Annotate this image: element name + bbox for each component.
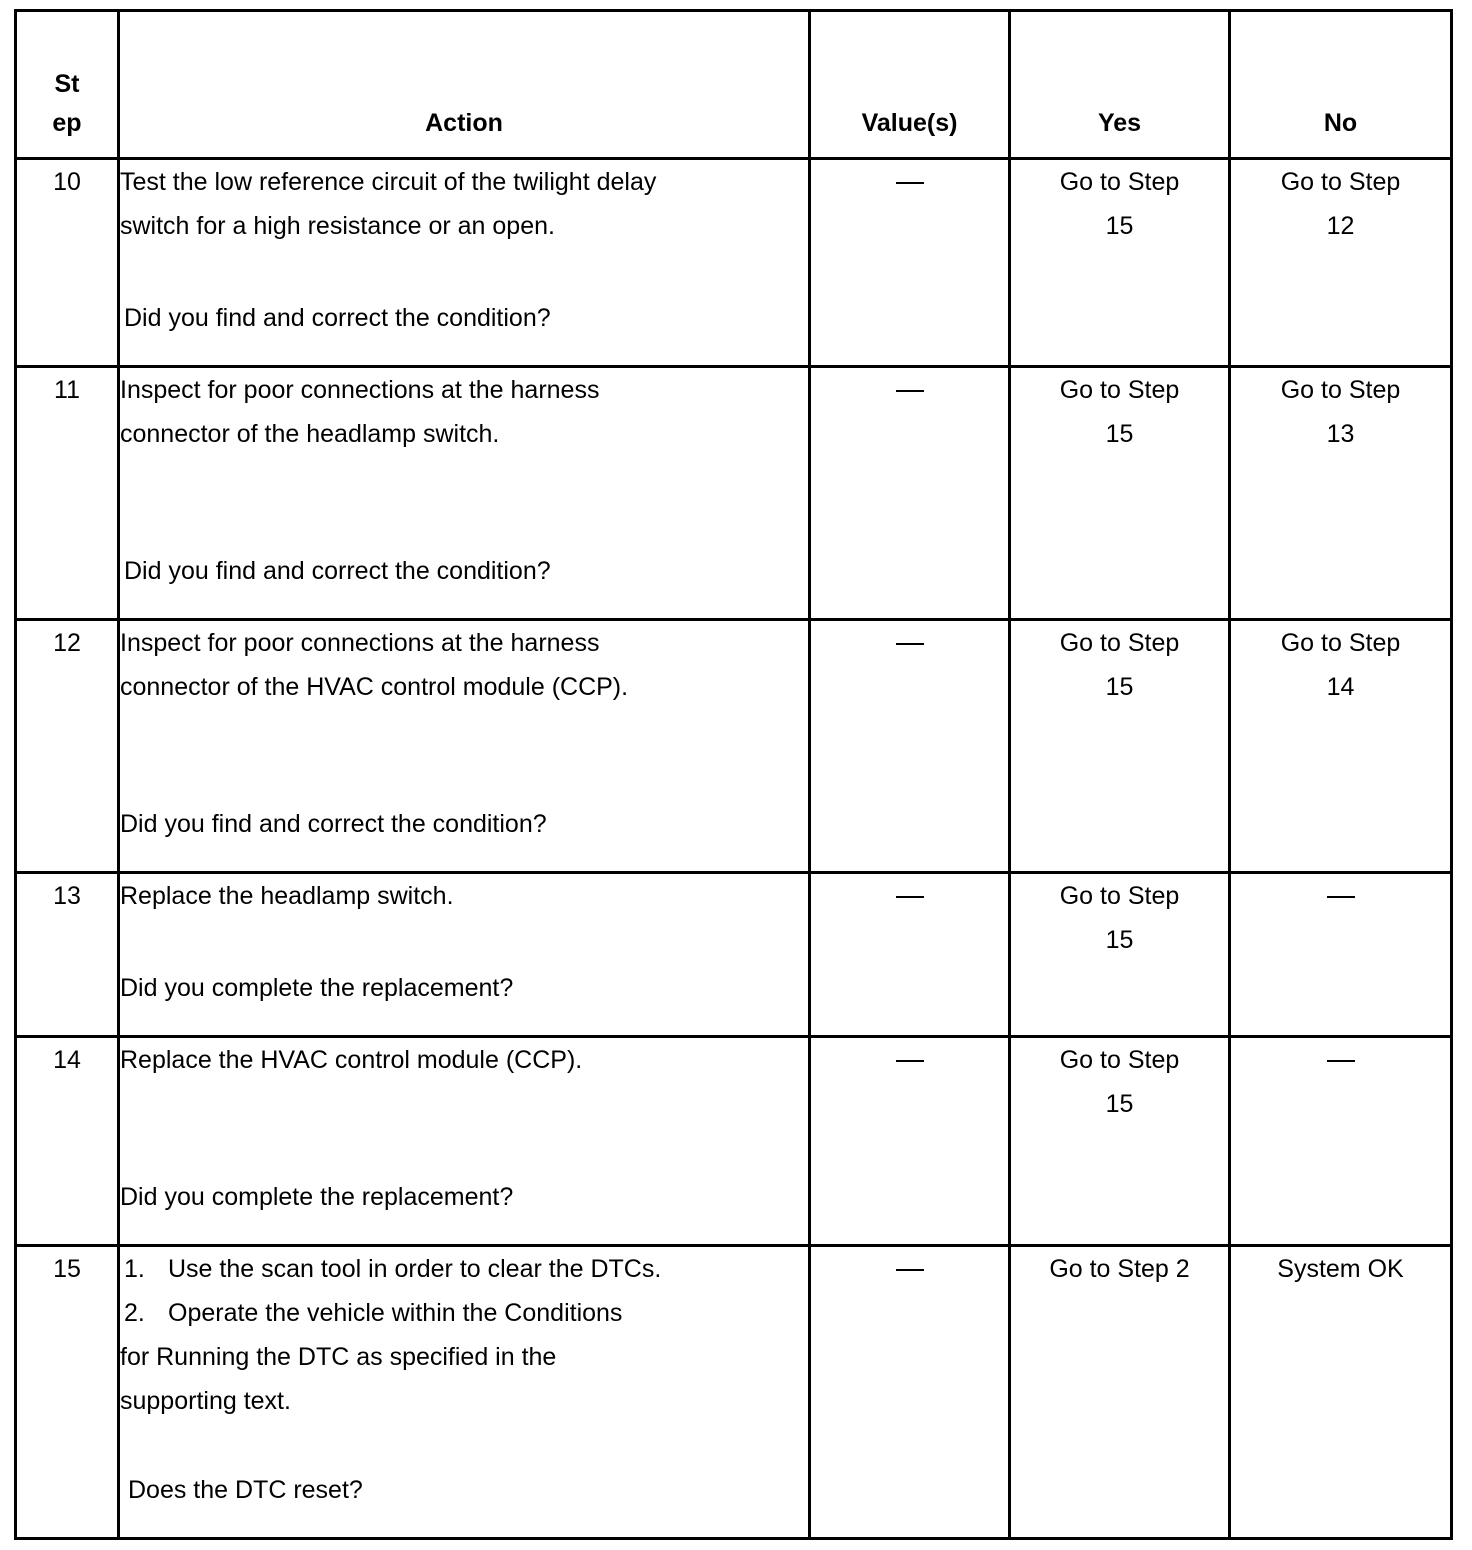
no-line: Go to Step <box>1280 629 1401 657</box>
no-cell <box>1230 1246 1452 1539</box>
yes-line: 15 <box>1105 673 1134 701</box>
dash-icon <box>896 643 924 645</box>
yes-line: Go to Step <box>1059 376 1180 404</box>
action-cell <box>119 1037 810 1246</box>
action-line: Inspect for poor connections at the harness <box>120 629 600 657</box>
action-list-item <box>120 1247 808 1291</box>
value-cell <box>810 620 1010 873</box>
yes-line: 15 <box>1105 420 1134 448</box>
step-number: 15 <box>16 1246 119 1539</box>
yes-cell <box>1010 1246 1230 1539</box>
yes-cell <box>1010 159 1230 367</box>
action-question: Did you find and correct the condition? <box>124 557 551 585</box>
header-step-line: St <box>54 70 80 98</box>
table-row <box>16 1037 1452 1246</box>
step-number: 10 <box>16 159 119 367</box>
yes-line: Go to Step <box>1059 1046 1180 1074</box>
yes-line: 15 <box>1105 1090 1134 1118</box>
dash-icon <box>896 1269 924 1271</box>
header-yes: Yes <box>1010 11 1230 159</box>
table-row <box>16 367 1452 620</box>
yes-line: 15 <box>1105 926 1134 954</box>
list-text: Operate the vehicle within the Conditions <box>168 1299 623 1327</box>
header-values: Value(s) <box>810 11 1010 159</box>
table-row <box>16 620 1452 873</box>
dash-icon <box>896 182 924 184</box>
value-cell <box>810 1246 1010 1539</box>
no-cell <box>1230 873 1452 1037</box>
action-line: supporting text. <box>120 1387 291 1415</box>
action-line: for Running the DTC as specified in the <box>120 1343 557 1371</box>
dash-icon <box>1327 896 1355 898</box>
header-step-line: ep <box>52 109 82 137</box>
header-no: No <box>1230 11 1452 159</box>
action-line: Inspect for poor connections at the harness <box>120 376 600 404</box>
value-cell <box>810 873 1010 1037</box>
value-cell <box>810 1037 1010 1246</box>
table-row <box>16 1246 1452 1539</box>
action-cell <box>119 1246 810 1539</box>
list-text: Use the scan tool in order to clear the DTCs. <box>168 1255 662 1283</box>
no-cell <box>1230 1037 1452 1246</box>
no-line: Go to Step <box>1280 168 1401 196</box>
step-number: 12 <box>16 620 119 873</box>
action-question: Did you find and correct the condition? <box>124 304 551 332</box>
yes-cell <box>1010 873 1230 1037</box>
no-cell <box>1230 620 1452 873</box>
dash-icon <box>896 1060 924 1062</box>
action-cell <box>119 873 810 1037</box>
step-number: 14 <box>16 1037 119 1246</box>
yes-cell <box>1010 1037 1230 1246</box>
yes-line: Go to Step <box>1059 882 1180 910</box>
action-line: Test the low reference circuit of the twilight delay <box>120 168 657 196</box>
action-cell <box>119 367 810 620</box>
header-row <box>16 11 1452 159</box>
action-question: Did you find and correct the condition? <box>120 810 547 838</box>
no-cell <box>1230 159 1452 367</box>
step-number: 11 <box>16 367 119 620</box>
no-line <box>1231 1038 1450 1082</box>
action-line: connector of the HVAC control module (CCP). <box>120 673 629 701</box>
header-step <box>16 11 119 159</box>
action-question: Does the DTC reset? <box>128 1476 363 1504</box>
list-number: 2. <box>124 1299 145 1327</box>
value-cell <box>810 159 1010 367</box>
action-cell <box>119 159 810 367</box>
no-cell <box>1230 367 1452 620</box>
dash-icon <box>896 390 924 392</box>
action-list-item <box>120 1291 808 1335</box>
dash-icon <box>896 896 924 898</box>
yes-line: Go to Step <box>1059 629 1180 657</box>
no-line: 12 <box>1326 212 1355 240</box>
action-cell <box>119 620 810 873</box>
value-cell <box>810 367 1010 620</box>
no-line: Go to Step <box>1280 376 1401 404</box>
no-line: System OK <box>1277 1255 1404 1283</box>
action-question: Did you complete the replacement? <box>120 1183 514 1211</box>
yes-line: Go to Step <box>1059 168 1180 196</box>
yes-line: 15 <box>1105 212 1134 240</box>
no-line: 14 <box>1326 673 1355 701</box>
dash-icon <box>1327 1060 1355 1062</box>
no-line <box>1231 874 1450 918</box>
table-row <box>16 159 1452 367</box>
yes-line: Go to Step 2 <box>1049 1255 1190 1283</box>
list-number: 1. <box>124 1255 145 1283</box>
action-line: connector of the headlamp switch. <box>120 420 500 448</box>
no-line: 13 <box>1326 420 1355 448</box>
diagnostic-table <box>14 9 1453 1540</box>
header-action: Action <box>119 11 810 159</box>
action-line: switch for a high resistance or an open. <box>120 212 555 240</box>
table-row <box>16 873 1452 1037</box>
action-line: Replace the HVAC control module (CCP). <box>120 1046 583 1074</box>
step-number: 13 <box>16 873 119 1037</box>
action-question: Did you complete the replacement? <box>120 974 514 1002</box>
action-line: Replace the headlamp switch. <box>120 882 454 910</box>
yes-cell <box>1010 367 1230 620</box>
yes-cell <box>1010 620 1230 873</box>
